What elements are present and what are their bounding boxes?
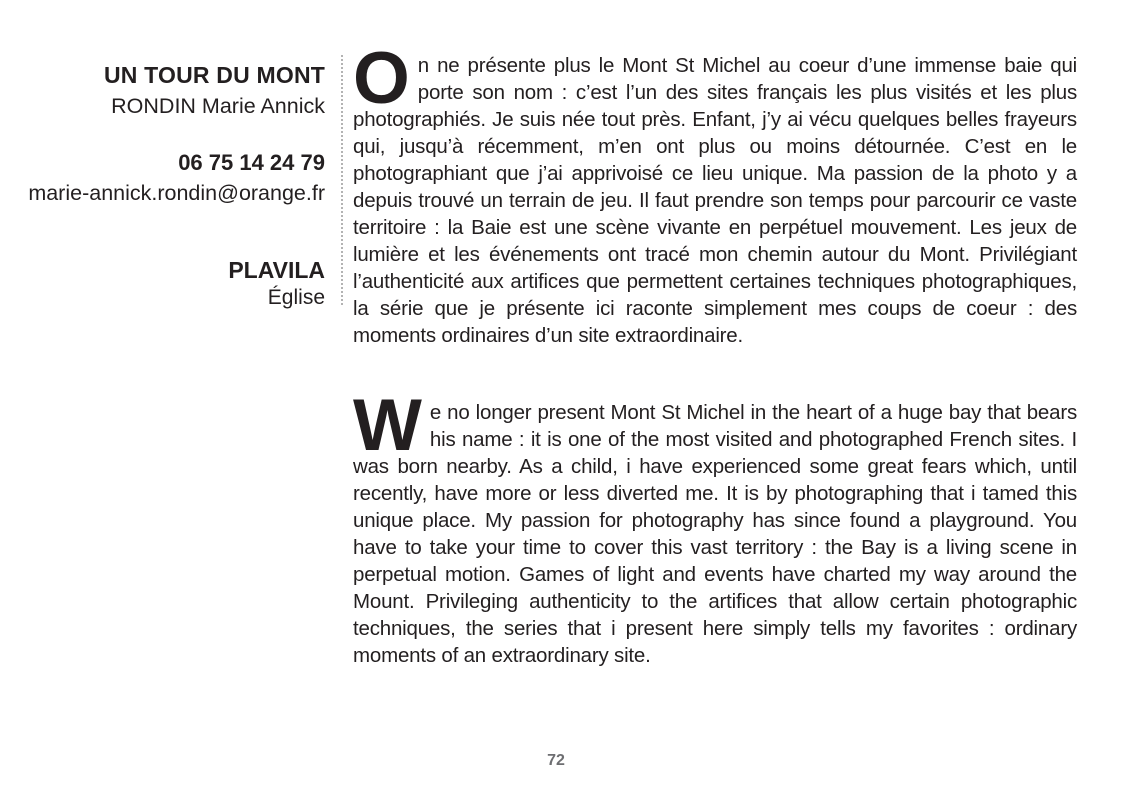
english-dropcap: W <box>353 385 422 466</box>
english-paragraph <box>353 385 1077 669</box>
phone-number: 06 75 14 24 79 <box>178 150 325 175</box>
french-paragraph <box>353 38 1077 349</box>
credits-sidebar <box>0 60 325 311</box>
photographer-name: RONDIN Marie Annick <box>111 94 325 118</box>
french-text: n ne présente plus le Mont St Michel au coeur d’une immense baie qui porte son nom : c’est l’un des sites français les plus visités et les plus photographiés. Je suis née tout près. Enfant, j’y ai vécu quelques belles frayeurs qui, jusqu’à récemment, m’en ont plus ou moins détournée. C’est en le photographiant que j’ai apprivoisé ce lieu unique. Ma passion de la photo y a depuis trouvé un terrain de jeu. Il faut prendre son temps pour parcourir ce vaste territoire : la Baie est une scène vivante en perpétuel mouvement. Les jeux de lumière et les événements ont tracé mon chemin autour du Mont. Privilégiant l’authenticité aux artifices que permettent certaines techniques photographiques, la série que je présente ici raconte simplement mes coups de coeur : des moments ordinaires d’un site extraordinaire. <box>353 54 1077 347</box>
dotted-divider <box>341 55 343 305</box>
page-number: 72 <box>547 752 565 769</box>
email-address: marie-annick.rondin@orange.fr <box>28 181 325 205</box>
english-text: e no longer present Mont St Michel in the heart of a huge bay that bears his name : it is one of the most visited and photographed French sites. I was born nearby. As a child, i have experienced some great fears which, until recently, have more or less diverted me. It is by photographing that i tamed this unique place. My passion for photography has since found a playground. You have to take your time to cover this vast territory : the Bay is a living scene in perpetual motion. Games of light and events have charted my way around the Mount. Privileging authenticity to the artifices that allow certain photographic techniques, the series that i present here simply tells my favorites : ordinary moments of an extraordinary site. <box>353 401 1077 667</box>
exhibition-venue: Église <box>267 286 325 309</box>
exhibition-location: PLAVILA <box>228 257 325 283</box>
series-title: UN TOUR DU MONT <box>103 62 325 88</box>
article-column <box>353 38 1077 669</box>
french-dropcap: O <box>353 38 410 119</box>
